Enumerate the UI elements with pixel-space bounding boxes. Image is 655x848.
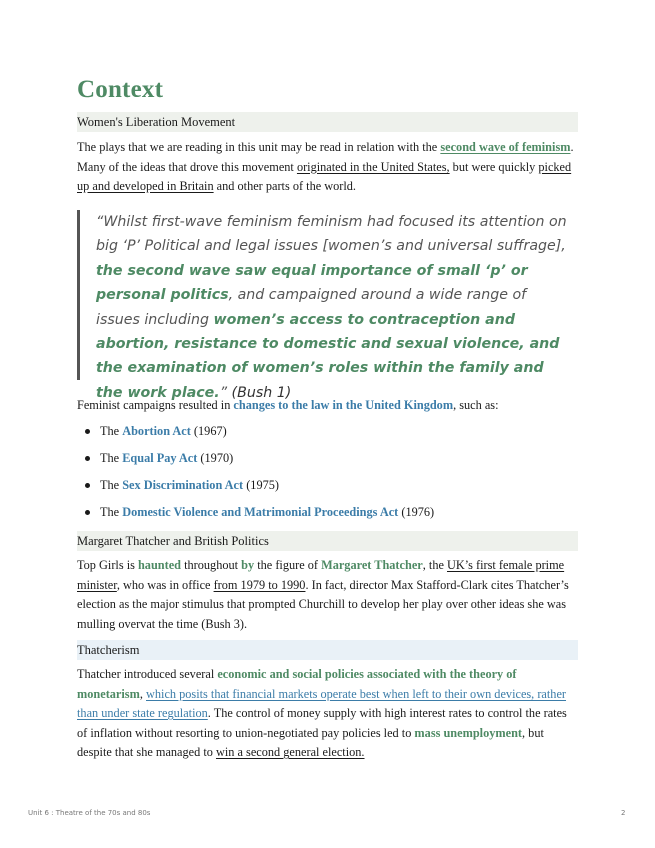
page-title: Context [77,76,164,103]
quote-text: , and campaigned around a wide range of issues including [96,287,527,328]
quote-highlight-personal-politics: the second wave saw equal importance of small ‘p’ or personal politics [96,262,528,304]
text-run: , such as: [453,398,499,412]
highlight-monetarism: economic and social policies associated with the theory of monetarism [77,667,517,701]
underline-origin: originated in the United States, [296,159,450,174]
text-run: Feminist campaigns resulted in [77,398,234,412]
bullet-icon [85,429,90,434]
quote-close-mark: ” [219,384,228,401]
text-run: and other parts of the world. [213,179,357,193]
list-item [77,422,577,449]
text-run: , [139,686,146,701]
underline-britain: picked up and developed in Britain [77,159,572,193]
text-run: Top Girls is [77,558,138,572]
act-year: (1967) [190,424,227,438]
bullet-icon [85,456,90,461]
bullet-icon [85,510,90,515]
act-year: (1975) [243,478,279,492]
text-run: the figure of [254,558,322,572]
highlight-by: by [241,558,255,572]
text-run: . In fact, director Max Stafford-Clark cites Thatcher’s election as the major stimulus that prompted Churchill to develop her play over other ideas she was mulling overvat the time (Bush 3). [77,577,569,631]
text-run: Thatcher introduced several [77,667,218,681]
footer-unit-title: Unit 6 : Theatre of the 70s and 80s [28,809,151,817]
act-prefix: The [100,424,123,438]
footer-page-number: 2 [621,809,626,817]
section-heading-thatcherism: Thatcherism [77,640,578,660]
highlight-second-wave: second wave of feminism [440,140,571,154]
underline-monetarism-definition: which posits that financial markets operate best when left to their own devices, rather than under state regulation [77,686,567,720]
thatcherism-paragraph [77,665,577,763]
text-run: The plays that we are reading in this unit may be read in relation with the [77,140,441,154]
act-prefix: The [100,478,123,492]
act-prefix: The [100,505,123,519]
act-name: Domestic Violence and Matrimonial Proceedings Act [122,505,399,519]
acts-list [77,422,577,530]
highlight-law-changes: changes to the law in the United Kingdom [233,398,454,412]
underline-first-female-pm: UK’s first female prime minister [77,558,565,592]
list-item [77,503,577,530]
act-year: (1976) [398,505,435,519]
thatcher-paragraph [77,556,577,634]
section-heading-thatcher-politics: Margaret Thatcher and British Politics [77,531,578,551]
bush-quote [77,210,567,401]
text-run: throughout [181,558,242,572]
act-year: (1970) [197,451,234,465]
text-run: . Many of the ideas that drove this movement [77,140,574,174]
text-run: . The control of money supply with high interest rates to control the rates of inflation without resorting to union-negotiated pay policies led to [77,706,567,740]
highlight-mass-unemployment: mass unemployment [414,725,523,740]
intro-paragraph [77,138,577,197]
text-run: , but despite that she managed to [77,725,544,759]
section-heading-womens-liberation: Women's Liberation Movement [77,112,578,132]
text-run: , the [422,558,447,572]
underline-term: from 1979 to 1990 [213,577,306,592]
act-name: Sex Discrimination Act [122,478,244,492]
quote-text: “Whilst first-wave feminism feminism had focused its attention on big ‘P’ Political and legal issues [women’s and universal suffrage], [96,214,567,255]
list-item [77,476,577,503]
quote-highlight-issues: women’s access to contraception and abortion, resistance to domestic and sexual violence, and the examination of women’s roles within the family and the work place. [96,311,560,401]
bullet-icon [85,483,90,488]
quote-citation: (Bush 1) [227,384,292,401]
underline-second-election: win a second general election. [215,745,365,759]
highlight-margaret-thatcher: Margaret Thatcher [321,558,423,572]
highlight-haunted: haunted [137,558,182,572]
list-item [77,449,577,476]
campaigns-paragraph [77,396,577,416]
act-name: Equal Pay Act [122,451,198,465]
act-prefix: The [100,451,123,465]
text-run: , who was in office [116,577,214,592]
text-run: but were quickly [449,159,539,174]
act-name: Abortion Act [122,424,191,438]
